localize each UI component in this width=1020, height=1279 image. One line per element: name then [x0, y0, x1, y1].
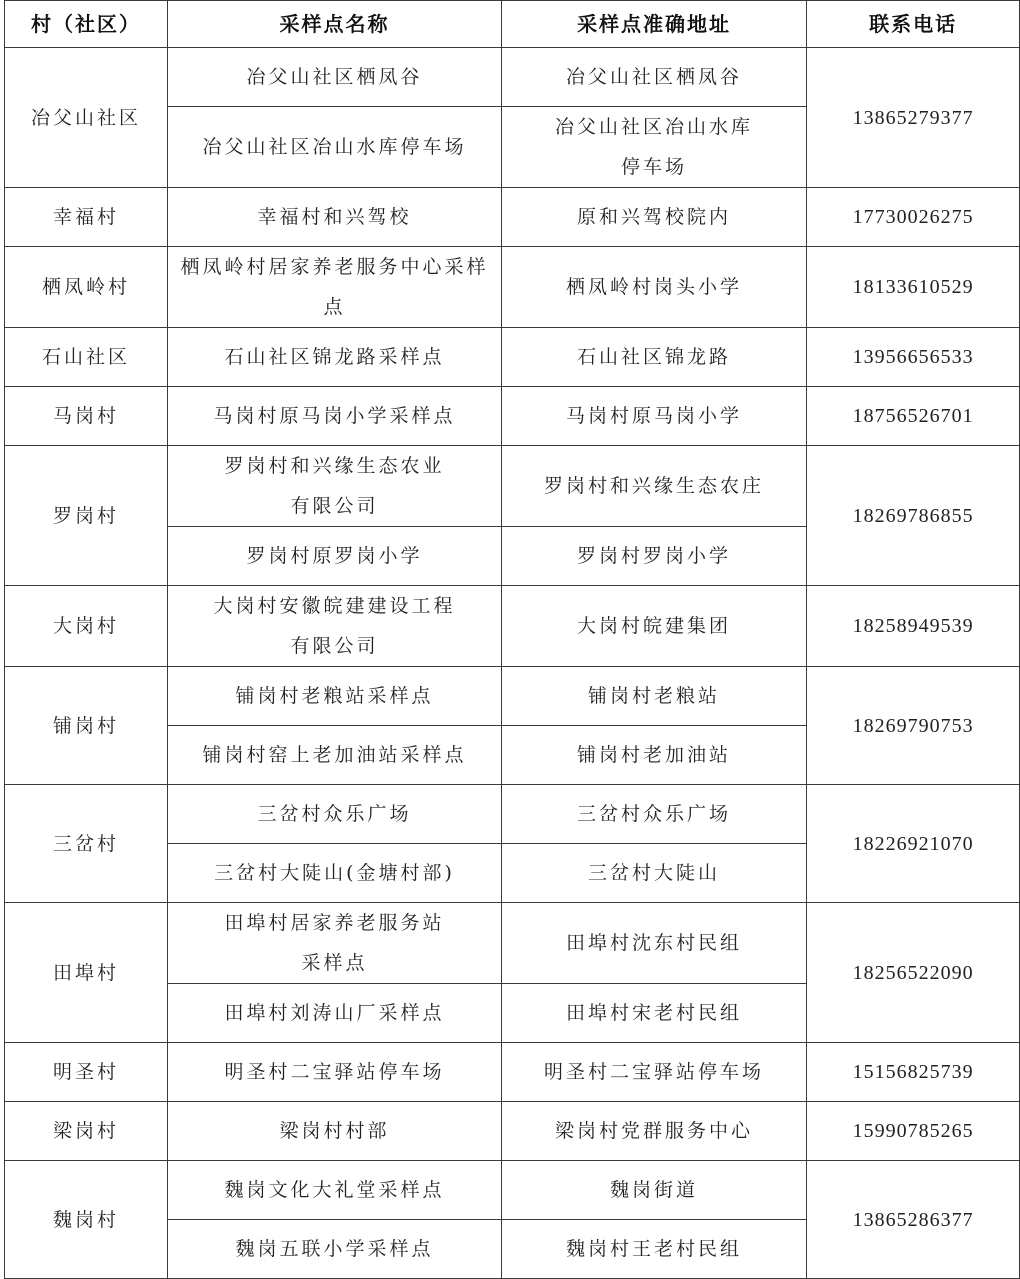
village-cell: 马岗村: [5, 387, 168, 446]
site-name-cell-line: 罗岗村和兴缘生态农业: [224, 455, 445, 477]
phone-cell: 13865279377: [807, 48, 1020, 188]
site-address-cell-line: 停车场: [621, 156, 688, 178]
village-cell: 幸福村: [5, 188, 168, 247]
site-name-cell-line: 幸福村和兴驾校: [257, 206, 412, 228]
site-name-cell-line: 魏岗文化大礼堂采样点: [224, 1179, 445, 1201]
table-row: [5, 446, 1020, 527]
header-site-address: 采样点准确地址: [501, 1, 806, 48]
phone-cell: 18258949539: [807, 586, 1020, 667]
header-phone: 联系电话: [807, 1, 1020, 48]
phone-cell: 17730026275: [807, 188, 1020, 247]
table-row: [5, 328, 1020, 387]
village-cell: 三岔村: [5, 785, 168, 903]
table-row: [5, 785, 1020, 844]
site-address-cell: [501, 1220, 806, 1279]
site-name-cell-line: 冶父山社区栖凤谷: [246, 66, 423, 88]
phone-cell: 18226921070: [807, 785, 1020, 903]
site-address-cell-line: 铺岗村老加油站: [577, 744, 732, 766]
site-address-cell: [501, 903, 806, 984]
phone-cell: 13956656533: [807, 328, 1020, 387]
site-name-cell: [168, 1102, 502, 1161]
site-name-cell-line: 冶父山社区冶山水库停车场: [202, 136, 467, 158]
site-address-cell-line: 冶父山社区冶山水库: [555, 116, 754, 138]
site-address-cell: [501, 48, 806, 107]
site-name-cell: [168, 586, 502, 667]
table-row: [5, 1102, 1020, 1161]
phone-cell: 18133610529: [807, 247, 1020, 328]
site-name-cell-line: 明圣村二宝驿站停车场: [224, 1061, 445, 1083]
header-site-name: 采样点名称: [168, 1, 502, 48]
site-address-cell-line: 罗岗村和兴缘生态农庄: [544, 475, 765, 497]
table-row: [5, 387, 1020, 446]
phone-cell: 15990785265: [807, 1102, 1020, 1161]
village-cell: 冶父山社区: [5, 48, 168, 188]
site-name-cell: [168, 1161, 502, 1220]
site-address-cell: [501, 1102, 806, 1161]
site-name-cell-line: 马岗村原马岗小学采样点: [213, 405, 456, 427]
site-address-cell: [501, 188, 806, 247]
site-address-cell: [501, 667, 806, 726]
site-address-cell-line: 冶父山社区栖凤谷: [566, 66, 743, 88]
phone-cell: 18269786855: [807, 446, 1020, 586]
site-name-cell: [168, 903, 502, 984]
header-village: 村（社区）: [5, 1, 168, 48]
table-row: [5, 247, 1020, 328]
site-name-cell-line: 铺岗村窑上老加油站采样点: [202, 744, 467, 766]
site-name-cell-line: 栖凤岭村居家养老服务中心采样: [180, 256, 489, 278]
phone-cell: 18256522090: [807, 903, 1020, 1043]
site-name-cell-line: 罗岗村原罗岗小学: [246, 545, 423, 567]
site-address-cell: [501, 387, 806, 446]
site-address-cell: [501, 726, 806, 785]
table-row: [5, 1043, 1020, 1102]
site-address-cell: [501, 984, 806, 1043]
site-address-cell: [501, 586, 806, 667]
phone-cell: 18756526701: [807, 387, 1020, 446]
village-cell: 铺岗村: [5, 667, 168, 785]
village-cell: 梁岗村: [5, 1102, 168, 1161]
site-name-cell-line: 梁岗村村部: [279, 1120, 390, 1142]
site-name-cell-line: 点: [323, 296, 346, 318]
site-address-cell-line: 原和兴驾校院内: [577, 206, 732, 228]
village-cell: 明圣村: [5, 1043, 168, 1102]
site-name-cell: [168, 328, 502, 387]
site-name-cell-line: 田埠村刘涛山厂采样点: [224, 1002, 445, 1024]
site-address-cell-line: 罗岗村罗岗小学: [577, 545, 732, 567]
site-name-cell-line: 三岔村大陡山(金塘村部): [214, 862, 455, 884]
site-address-cell: [501, 107, 806, 188]
site-name-cell-line: 采样点: [301, 952, 368, 974]
site-name-cell: [168, 667, 502, 726]
site-name-cell-line: 魏岗五联小学采样点: [235, 1238, 434, 1260]
site-address-cell: [501, 1161, 806, 1220]
site-name-cell-line: 田埠村居家养老服务站: [224, 912, 445, 934]
table-row: [5, 1161, 1020, 1220]
site-name-cell: [168, 107, 502, 188]
table-row: [5, 586, 1020, 667]
village-cell: 田埠村: [5, 903, 168, 1043]
village-cell: 大岗村: [5, 586, 168, 667]
site-name-cell: [168, 188, 502, 247]
site-address-cell: [501, 446, 806, 527]
site-address-cell-line: 马岗村原马岗小学: [566, 405, 743, 427]
site-name-cell: [168, 785, 502, 844]
site-address-cell-line: 三岔村大陡山: [588, 862, 721, 884]
table-body: [5, 48, 1020, 1279]
site-address-cell-line: 栖凤岭村岗头小学: [566, 276, 743, 298]
site-name-cell-line: 大岗村安徽皖建建设工程: [213, 595, 456, 617]
site-name-cell-line: 铺岗村老粮站采样点: [235, 685, 434, 707]
site-address-cell: [501, 1043, 806, 1102]
site-name-cell-line: 三岔村众乐广场: [257, 803, 412, 825]
site-address-cell-line: 明圣村二宝驿站停车场: [544, 1061, 765, 1083]
site-name-cell: [168, 48, 502, 107]
sampling-sites-table: [4, 0, 1020, 1279]
site-address-cell: [501, 328, 806, 387]
village-cell: 石山社区: [5, 328, 168, 387]
site-name-cell: [168, 726, 502, 785]
site-address-cell: [501, 527, 806, 586]
phone-cell: 13865286377: [807, 1161, 1020, 1279]
village-cell: 罗岗村: [5, 446, 168, 586]
site-address-cell-line: 梁岗村党群服务中心: [555, 1120, 754, 1142]
site-address-cell-line: 田埠村沈东村民组: [566, 932, 743, 954]
site-name-cell-line: 石山社区锦龙路采样点: [224, 346, 445, 368]
table-row: [5, 667, 1020, 726]
site-address-cell-line: 大岗村皖建集团: [577, 615, 732, 637]
site-name-cell: [168, 1220, 502, 1279]
site-address-cell-line: 田埠村宋老村民组: [566, 1002, 743, 1024]
phone-cell: 18269790753: [807, 667, 1020, 785]
site-address-cell-line: 石山社区锦龙路: [577, 346, 732, 368]
village-cell: 魏岗村: [5, 1161, 168, 1279]
site-address-cell: [501, 785, 806, 844]
site-name-cell: [168, 446, 502, 527]
site-address-cell: [501, 844, 806, 903]
site-name-cell: [168, 247, 502, 328]
site-name-cell: [168, 527, 502, 586]
site-name-cell: [168, 1043, 502, 1102]
site-address-cell-line: 三岔村众乐广场: [577, 803, 732, 825]
table-row: [5, 188, 1020, 247]
site-name-cell: [168, 844, 502, 903]
village-cell: 栖凤岭村: [5, 247, 168, 328]
table-row: [5, 903, 1020, 984]
site-name-cell-line: 有限公司: [290, 635, 379, 657]
site-name-cell-line: 有限公司: [290, 495, 379, 517]
site-address-cell-line: 魏岗街道: [610, 1179, 699, 1201]
table-row: [5, 48, 1020, 107]
header-row: [5, 1, 1020, 48]
site-address-cell: [501, 247, 806, 328]
phone-cell: 15156825739: [807, 1043, 1020, 1102]
site-address-cell-line: 魏岗村王老村民组: [566, 1238, 743, 1260]
site-address-cell-line: 铺岗村老粮站: [588, 685, 721, 707]
site-name-cell: [168, 387, 502, 446]
site-name-cell: [168, 984, 502, 1043]
